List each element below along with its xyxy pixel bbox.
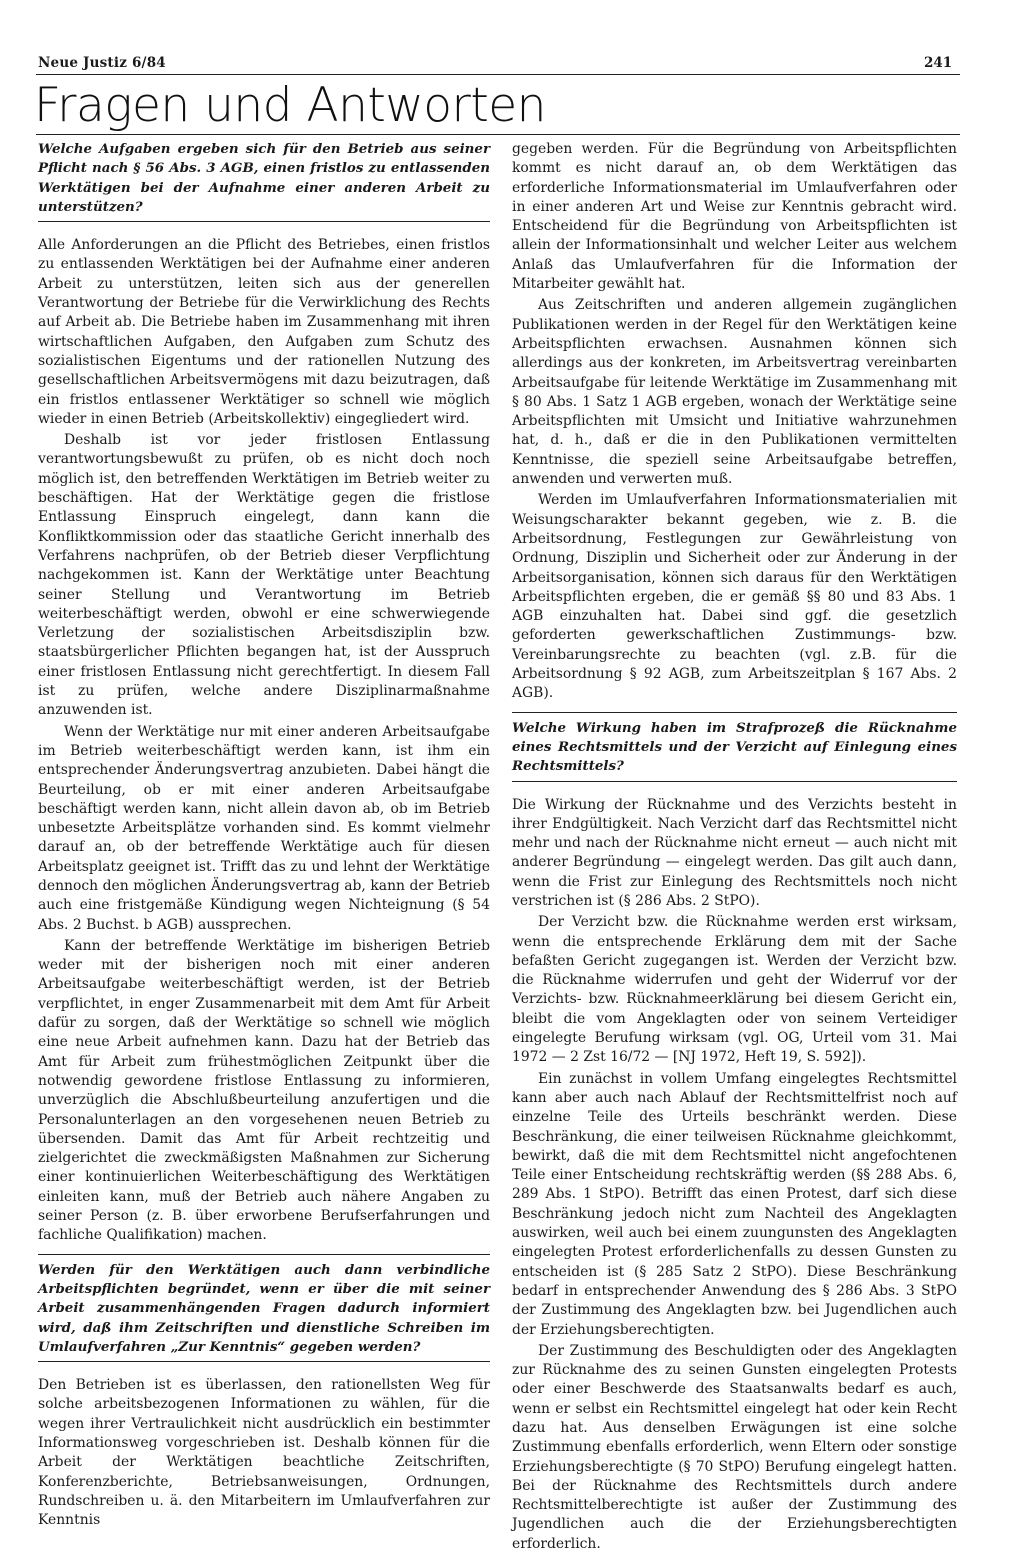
answer-1-paragraph: Kann der betreffende Werktätige im bisherigen Betrieb weder mit der bisherigen noch mit einer anderen Arbeitsaufgabe weiterbeschäftigt werden, ist der Betrieb verpflichtet, in enger Zusammenarbeit mit dem Amt für Arbeit dafür zu sorgen, daß der Werktätige so schnell wie möglich eine neue Arbeit aufnehmen kann. Dazu hat der Betrieb das Amt für Arbeit zum frühestmöglichen Zeitpunkt über die notwendig gewordene fristlose Entlassung zu informieren, unverzüglich die Abschlußbeurteilung anzufertigen und die Personalunterlagen an den vorgesehenen neuen Betrieb zu übersenden. Damit das Amt für Arbeit rechtzeitig und zielgerichtet die zweckmäßigsten Maßnahmen zur Sicherung einer kontinuierlichen Weiterbeschäftigung des Werktätigen einleiten kann, muß der Betrieb auch nähere Angaben zu seiner Person (z. B. über erworbene Berufserfahrungen und fachliche Qualifikation) machen. (38, 937, 490, 1244)
journal-header: Neue Justiz 6/84 (38, 55, 166, 71)
question-1: Welche Aufgaben ergeben sich für den Betrieb aus seiner Pflicht nach § 56 Abs. 3 AGB, einen fristlos zu entlassenden Werktätigen bei der Aufnahme einer anderen Arbeit zu unterstützen? (38, 141, 490, 215)
answer-3-paragraph: Der Verzicht bzw. die Rücknahme werden erst wirksam, wenn die entsprechende Erklärung dem mit der Sache befaßten Gericht zugegangen ist. Werden der Verzicht bzw. die Rücknahme widerrufen und geht der Widerruf vor der Verzichts- bzw. Rücknahmeerklärung bei diesem Gericht ein, bleibt die vom Angeklagten oder von seinem Verteidiger eingelegte Berufung wirksam (vgl. OG, Urteil vom 31. Mai 1972 — 2 Zst 16/72 — [NJ 1972, Heft 19, S. 592]). (512, 914, 957, 1066)
answer-1-paragraph: Deshalb ist vor jeder fristlosen Entlassung verantwortungsbewußt zu prüfen, ob es nicht doch noch möglich ist, den betreffenden Werktätigen im Betrieb weiter zu beschäftigen. Hat der Werktätige gegen die fristlose Entlassung Einspruch eingelegt, dann kann die Konfliktkommission oder das staatliche Gericht innerhalb des Verfahrens nachprüfen, ob der Betrieb dieser Verpflichtung nachgekommen ist. Kann der Werktätige unter Beachtung seiner Stellung und Verantwortung im Betrieb weiterbeschäftigt werden, obwohl er eine schwerwiegende Verletzung der sozialistischen Arbeitsdisziplin bzw. staatsbürgerlicher Pflichten begangen hat, ist der Ausspruch einer fristlosen Entlassung nicht gerechtfertigt. In diesem Fall ist zu prüfen, welche andere Disziplinarmaßnahme anzuwenden ist. (38, 432, 490, 719)
answer-3-paragraph: Ein zunächst in vollem Umfang eingelegtes Rechtsmittel kann aber auch nach Ablauf der Rechtsmittelfrist noch auf einzelne Teile des Urteils beschränkt werden. Diese Beschränkung, die einer teilweisen Rücknahme gleichkommt, bewirkt, daß die mit dem Rechtsmittel nicht angefochtenen Teile einer Entscheidung rechtskräftig werden (§§ 288 Abs. 6, 289 Abs. 1 StPO). Betrifft das einen Protest, darf sich diese Beschränkung jedoch nicht zum Nachteil des Angeklagten auswirken, weil auch bei einem zuungunsten des Angeklagten eingelegten Protest erforderlichenfalls zu dessen Gunsten zu entscheiden ist (§ 285 Satz 2 StPO). Diese Beschränkung bedarf in entsprechender Anwendung des § 286 Abs. 3 StPO der Zustimmung des Angeklagten bzw. bei Jugendlichen auch der Erziehungsberechtigten. (512, 1070, 957, 1338)
header-rule (36, 74, 960, 75)
answer-2-paragraph: Aus Zeitschriften und anderen allgemein zugänglichen Publikationen werden in der Regel für den Werktätigen keine Arbeitspflichten erwachsen. Ausnahmen können sich allerdings aus der konkreten, im Arbeitsvertrag vereinbarten Arbeitsaufgabe für leitende Werktätige im Zusammenhang mit § 80 Abs. 1 Satz 1 AGB ergeben, wonach der Werktätige seine Arbeitspflichten mit Umsicht und Initiative wahrzunehmen hat, d. h., daß er die in den Publikationen vermittelten Kenntnisse, die speziell seine Arbeitsaufgabe betreffen, anwenden und verwerten muß. (512, 297, 957, 488)
right-column (512, 140, 957, 1554)
question-3: Welche Wirkung haben im Strafprozeß die Rücknahme eines Rechtsmittels und der Verzicht auf Einlegung eines Rechtsmittels? (512, 719, 957, 775)
left-column (38, 140, 490, 1530)
answer-2-paragraph: Den Betrieben ist es überlassen, den rationellsten Weg für solche arbeitsbezogenen Informationen zu wählen, für die wegen ihrer Vertraulichkeit nicht ausdrücklich ein bestimmter Informationsweg vorgeschrieben ist. Deshalb können für die Arbeit der Werktätigen beachtliche Zeitschriften, Konferenzberichte, Betriebsanweisungen, Ordnungen, Rundschreiben u. ä. den Mitarbeitern im Umlaufverfahren zur Kenntnis (38, 1377, 490, 1529)
answer-3-paragraph: Die Wirkung der Rücknahme und des Verzichts besteht in ihrer Endgültigkeit. Nach Verzicht darf das Rechtsmittel nicht mehr und nach der Rücknahme nicht erneut — auch nicht mit anderer Begründung — eingelegt werden. Das gilt auch dann, wenn die Frist zur Einlegung des Rechtsmittels noch nicht verstrichen ist (§ 286 Abs. 2 StPO). (512, 796, 957, 909)
answer-2-paragraph: gegeben werden. Für die Begründung von Arbeitspflichten kommt es nicht darauf an, ob dem Werktätigen das erforderliche Informationsmaterial im Umlaufverfahren oder in einer anderen Art und Weise zur Kenntnis gebracht wird. Entscheidend für die Begründung von Arbeitspflichten ist allein der Informationsinhalt und welcher Leiter aus welchem Anlaß das Umlaufverfahren für die Information der Mitarbeiter gewählt hat. (512, 141, 957, 293)
page-number: 241 (924, 55, 953, 71)
section-title: Fragen und Antworten (34, 78, 546, 133)
title-rule (36, 134, 960, 135)
answer-1-paragraph: Wenn der Werktätige nur mit einer anderen Arbeitsaufgabe im Betrieb weiterbeschäftigt werden kann, ist ihm ein entsprechender Änderungsvertrag anzubieten. Dabei hängt die Beurteilung, ob er mit einer anderen Arbeitsaufgabe beschäftigt werden kann, nicht allein davon ab, ob im Betrieb unbesetzte Arbeitsplätze vorhanden sind. Es kommt vielmehr darauf an, ob der betreffende Werktätige auch für diesen Arbeitsplatz geeignet ist. Trifft das zu und lehnt der Werktätige dennoch den möglichen Änderungsvertrag ab, kann der Betrieb auch eine fristgemäße Kündigung wegen Nichteignung (§ 54 Abs. 2 Buchst. b AGB) aussprechen. (38, 723, 490, 933)
question-2: Werden für den Werktätigen auch dann verbindliche Arbeitspflichten begründet, wenn er über die mit seiner Arbeit zusammenhängenden Fragen dadurch informiert wird, daß ihm Zeitschriften und dienstliche Schreiben im Umlaufverfahren „Zur Kenntnis“ gegeben werden? (38, 1261, 490, 1355)
answer-2-paragraph: Werden im Umlaufverfahren Informationsmaterialien mit Weisungscharakter bekannt gegeben, wie z. B. die Arbeitsordnung, Festlegungen zur Gewährleistung von Ordnung, Disziplin und Sicherheit oder zur Änderung in der Arbeitsorganisation, können sich daraus für den Werktätigen Arbeitspflichten ergeben, die er gemäß §§ 80 und 83 Abs. 1 AGB einzuhalten hat. Dabei sind ggf. die gesetzlich geforderten gewerkschaftlichen Zustimmungs- bzw. Vereinbarungsrechte zu beachten (vgl. z.B. für die Arbeitsordnung § 92 AGB, zum Arbeitszeitplan § 167 Abs. 2 AGB). (512, 492, 957, 702)
answer-3-paragraph: Der Zustimmung des Beschuldigten oder des Angeklagten zur Rücknahme des zu seinen Gunsten eingelegten Protests oder einer Beschwerde des Staatsanwalts bedarf es auch, wenn er selbst ein Rechtsmittel eingelegt hat oder kein Recht dazu hat. Aus denselben Erwägungen ist eine solche Zustimmung ebenfalls erforderlich, wenn Eltern oder sonstige Erziehungsberechtigte (§ 70 StPO) Berufung eingelegt hatten. Bei der Rücknahme des Rechtsmittels durch andere Rechtsmittelberechtigte ist außer der Zustimmung des Jugendlichen auch die der Erziehungsberechtigten erforderlich. (512, 1342, 957, 1552)
answer-1-paragraph: Alle Anforderungen an die Pflicht des Betriebes, einen fristlos zu entlassenden Werktätigen bei der Aufnahme einer anderen Arbeit zu unterstützen, leiten sich aus der generellen Verantwortung der Betriebe für die Verwirklichung des Rechts auf Arbeit ab. Die Betriebe haben im Zusammenhang mit ihren wirtschaftlichen Aufgaben, den Aufgaben zum Schutz des sozialistischen Eigentums und der rationellen Nutzung des gesellschaftlichen Arbeitsvermögens mit dazu beizutragen, daß ein fristlos entlassener Werktätiger so schnell wie möglich wieder in einen Betrieb (Arbeitskollektiv) eingegliedert wird. (38, 237, 490, 427)
